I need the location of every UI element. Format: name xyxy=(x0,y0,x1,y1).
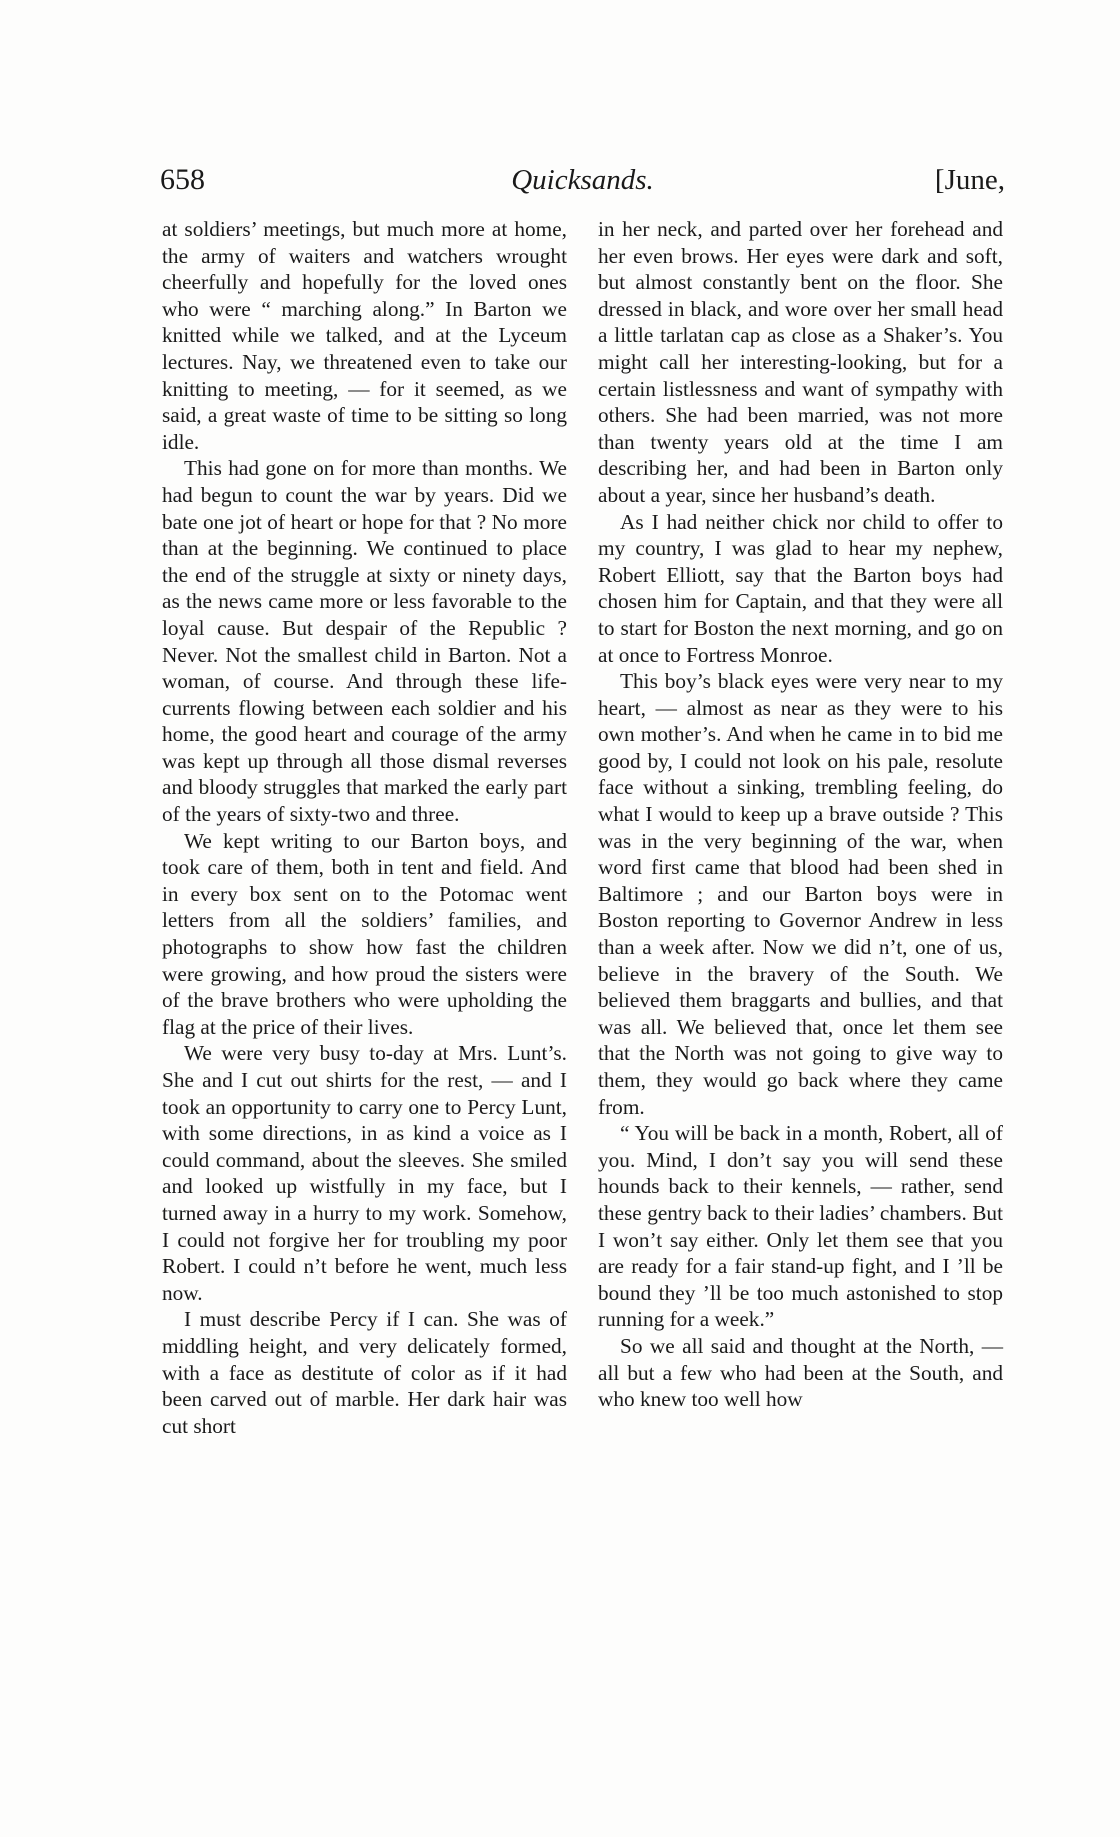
paragraph: This had gone on for more than months. We had begun to count the war by years. Did we bate one jot of heart or hope for that ? No more than at the beginning. We continued to place the end of the struggle at sixty or ninety days, as the news came more or less favorable to the loyal cause. But despair of the Republic ? Never. Not the smallest child in Barton. Not a woman, of course. And through these life-currents flowing between each soldier and his home, the good heart and courage of the army was kept up through all those dismal reverses and bloody struggles that marked the early part of the years of sixty-two and three. xyxy=(162,456,567,827)
running-head xyxy=(160,160,1005,200)
paragraph: We were very busy to-day at Mrs. Lunt’s. She and I cut out shirts for the rest, — and I took an opportunity to carry one to Percy Lunt, with some directions, in as kind a voice as I could command, about the sleeves. She smiled and looked up wistfully in my face, but I turned away in a hurry to my work. Somehow, I could not forgive her for troubling my poor Robert. I could n’t before he went, much less now. xyxy=(162,1041,567,1305)
paragraph: This boy’s black eyes were very near to my heart, — almost as near as they were to his own mother’s. And when he came in to bid me good by, I could not look on his pale, resolute face without a sinking, trembling feeling, do what I would to keep up a brave outside ? This was in the very beginning of the war, when word first came that blood had been shed in Baltimore ; and our Barton boys were in Boston reporting to Governor Andrew in less than a week after. Now we did n’t, one of us, believe in the bravery of the South. We believed them braggarts and bullies, and that was all. We believed that, once let them see that the North was not going to give way to them, they would go back where they came from. xyxy=(598,669,1003,1119)
running-month: [June, xyxy=(934,164,1005,196)
running-title: Quicksands. xyxy=(511,164,654,196)
paragraph: at soldiers’ meetings, but much more at home, the army of waiters and watchers wrought cheerfully and hopefully for the loved ones who were “ marching along.” In Barton we knitted while we talked, and at the Lyceum lectures. Nay, we threatened even to take our knitting to meeting, — for it seemed, as we said, a great waste of time to be sitting so long idle. xyxy=(162,217,567,454)
paragraph: “ You will be back in a month, Robert, all of you. Mind, I don’t say you will send these hounds back to their kennels, — rather, send these gentry back to their ladies’ chambers. But I won’t say either. Only let them see that you are ready for a fair stand-up fight, and I ’ll be bound they ’ll be too much astonished to stop running for a week.” xyxy=(598,1121,1003,1332)
paragraph: As I had neither chick nor child to offer to my country, I was glad to hear my nephew, Robert Elliott, say that the Barton boys had chosen him for Captain, and that they were all to start for Boston the next morning, and go on at once to Fortress Monroe. xyxy=(598,509,1003,667)
left-column xyxy=(162,216,567,1439)
right-column xyxy=(598,216,1003,1413)
paragraph: I must describe Percy if I can. She was of middling height, and very delicately formed, with a face as destitute of color as if it had been carved out of marble. Her dark hair was cut short xyxy=(162,1307,567,1438)
paragraph: We kept writing to our Barton boys, and took care of them, both in tent and field. And in every box sent on to the Potomac went letters from all the soldiers’ families, and photographs to show how fast the children were growing, and how proud the sisters were of the brave brothers who were upholding the flag at the price of their lives. xyxy=(162,828,567,1039)
page-number: 658 xyxy=(160,163,205,196)
paragraph: in her neck, and parted over her forehead and her even brows. Her eyes were dark and soft, but almost constantly bent on the floor. She dressed in black, and wore over her small head a little tarlatan cap as close as a Shaker’s. You might call her interesting-looking, but for a certain listlessness and want of sympathy with others. She had been married, was not more than twenty years old at the time I am describing her, and had been in Barton only about a year, since her husband’s death. xyxy=(598,217,1003,507)
paragraph: So we all said and thought at the North, — all but a few who had been at the South, and who knew too well how xyxy=(598,1333,1003,1412)
